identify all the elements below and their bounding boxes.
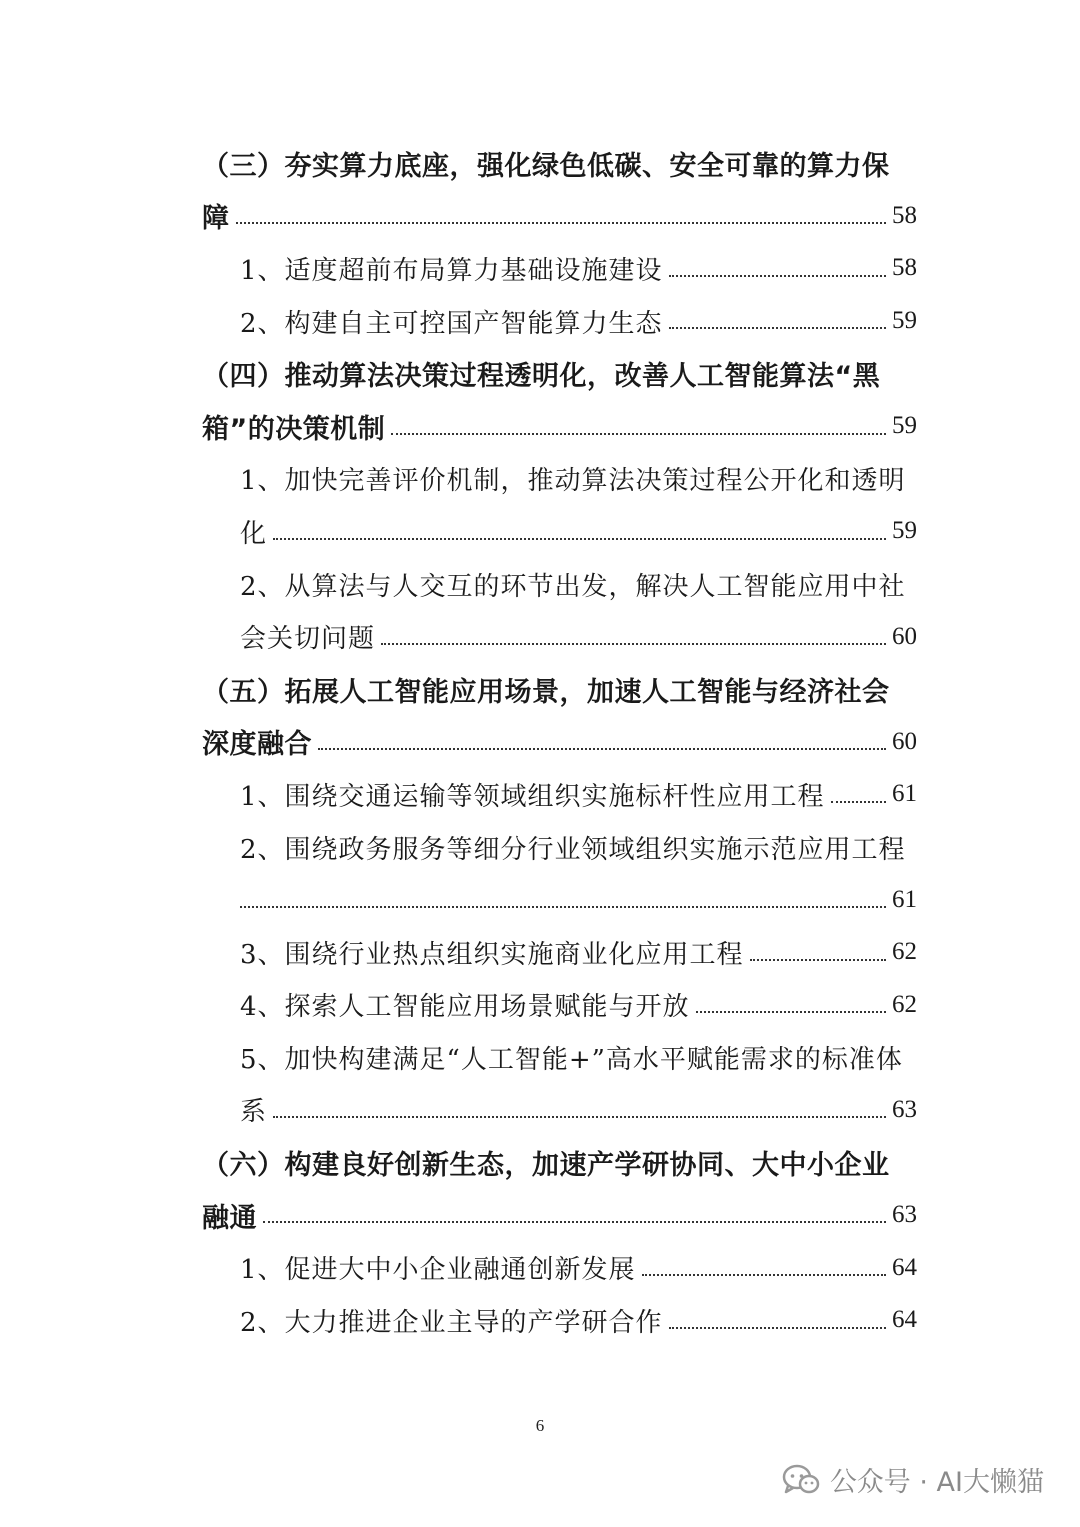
toc-item-text-cont: 系 (240, 1097, 268, 1128)
page-number: 6 (535, 1416, 545, 1435)
toc-item-text: 2、构建自主可控国产智能算力生态 (240, 308, 663, 339)
toc-section-5-line1[interactable] (202, 663, 917, 716)
toc-section-title-cont: 箱”的决策机制 (202, 413, 386, 445)
toc-section-4-line1[interactable] (202, 347, 917, 400)
dot-leader (642, 1274, 886, 1276)
toc-item[interactable] (202, 1241, 917, 1294)
dot-leader (240, 906, 886, 908)
toc-item-cont[interactable] (202, 610, 917, 663)
toc-item[interactable] (202, 453, 917, 506)
dot-leader (669, 1327, 886, 1329)
dot-leader (669, 275, 886, 277)
toc-page-number: 60 (892, 727, 917, 755)
toc-page-number: 64 (892, 1253, 917, 1281)
toc-item[interactable] (202, 242, 917, 295)
toc-item-text: 1、促进大中小企业融通创新发展 (240, 1255, 636, 1286)
toc-page-number: 62 (892, 990, 917, 1018)
toc-item-text: 1、适度超前布局算力基础设施建设 (240, 255, 663, 286)
wechat-icon (782, 1464, 820, 1496)
toc-page-number: 62 (892, 938, 917, 966)
watermark (782, 1460, 1044, 1499)
table-of-contents (202, 137, 917, 1347)
dot-leader (273, 538, 886, 540)
toc-section-title-cont: 障 (202, 203, 230, 235)
toc-section-title: （三）夯实算力底座，强化绿色低碳、安全可靠的算力保 (202, 150, 890, 182)
toc-item[interactable] (202, 1294, 917, 1347)
toc-page-number: 58 (892, 201, 917, 229)
toc-section-title-cont: 深度融合 (202, 729, 312, 761)
toc-section-title: （四）推动算法决策过程透明化，改善人工智能算法“黑 (202, 361, 881, 393)
toc-page-number: 64 (892, 1306, 917, 1334)
toc-item-text-cont: 会关切问题 (240, 624, 376, 655)
toc-item[interactable] (202, 821, 917, 874)
dot-leader (696, 1011, 886, 1013)
dot-leader (381, 643, 886, 645)
toc-page-number: 59 (892, 307, 917, 335)
toc-section-6-line1[interactable] (202, 1136, 917, 1189)
toc-page-number: 60 (892, 622, 917, 650)
toc-item-cont[interactable] (202, 1084, 917, 1137)
toc-page-number: 59 (892, 517, 917, 545)
dot-leader (831, 801, 886, 803)
toc-page-number: 61 (892, 885, 917, 913)
toc-item[interactable] (202, 926, 917, 979)
toc-section-4-line2[interactable] (202, 400, 917, 453)
toc-section-5-line2[interactable] (202, 716, 917, 769)
dot-leader (669, 327, 886, 329)
toc-item-text: 4、探索人工智能应用场景赋能与开放 (240, 992, 690, 1023)
toc-item[interactable] (202, 979, 917, 1032)
toc-section-title: （五）拓展人工智能应用场景，加速人工智能与经济社会 (202, 676, 890, 708)
toc-section-title-cont: 融通 (202, 1202, 257, 1234)
toc-item-cont[interactable] (202, 505, 917, 558)
toc-item-cont[interactable] (202, 873, 917, 926)
toc-item-text: 2、从算法与人交互的环节出发，解决人工智能应用中社 (240, 571, 906, 602)
toc-section-3-line2[interactable] (202, 190, 917, 243)
toc-item[interactable] (202, 1031, 917, 1084)
toc-section-6-line2[interactable] (202, 1189, 917, 1242)
toc-item[interactable] (202, 768, 917, 821)
toc-page-number: 63 (892, 1201, 917, 1229)
dot-leader (391, 433, 886, 435)
toc-page-number: 59 (892, 412, 917, 440)
watermark-text: 公众号 · AI大懒猫 (829, 1467, 1044, 1498)
toc-section-title: （六）构建良好创新生态，加速产学研协同、大中小企业 (202, 1150, 890, 1182)
toc-item-text: 1、加快完善评价机制，推动算法决策过程公开化和透明 (240, 466, 906, 497)
dot-leader (318, 748, 886, 750)
toc-item-text-cont: 化 (240, 518, 268, 549)
toc-item-text: 5、加快构建满足“人工智能+”高水平赋能需求的标准体 (240, 1044, 903, 1075)
dot-leader (750, 959, 886, 961)
toc-item-text: 3、围绕行业热点组织实施商业化应用工程 (240, 939, 744, 970)
toc-item-text: 2、围绕政务服务等细分行业领域组织实施示范应用工程 (240, 834, 906, 865)
toc-item-text: 1、围绕交通运输等领域组织实施标杆性应用工程 (240, 781, 825, 812)
toc-page-number: 63 (892, 1095, 917, 1123)
toc-page-number: 61 (892, 780, 917, 808)
dot-leader (263, 1221, 886, 1223)
dot-leader (273, 1116, 886, 1118)
toc-section-3-line1[interactable] (202, 137, 917, 190)
toc-item[interactable] (202, 295, 917, 348)
toc-page-number: 58 (892, 254, 917, 282)
toc-item-text: 2、大力推进企业主导的产学研合作 (240, 1307, 663, 1338)
toc-item[interactable] (202, 558, 917, 611)
dot-leader (236, 222, 887, 224)
